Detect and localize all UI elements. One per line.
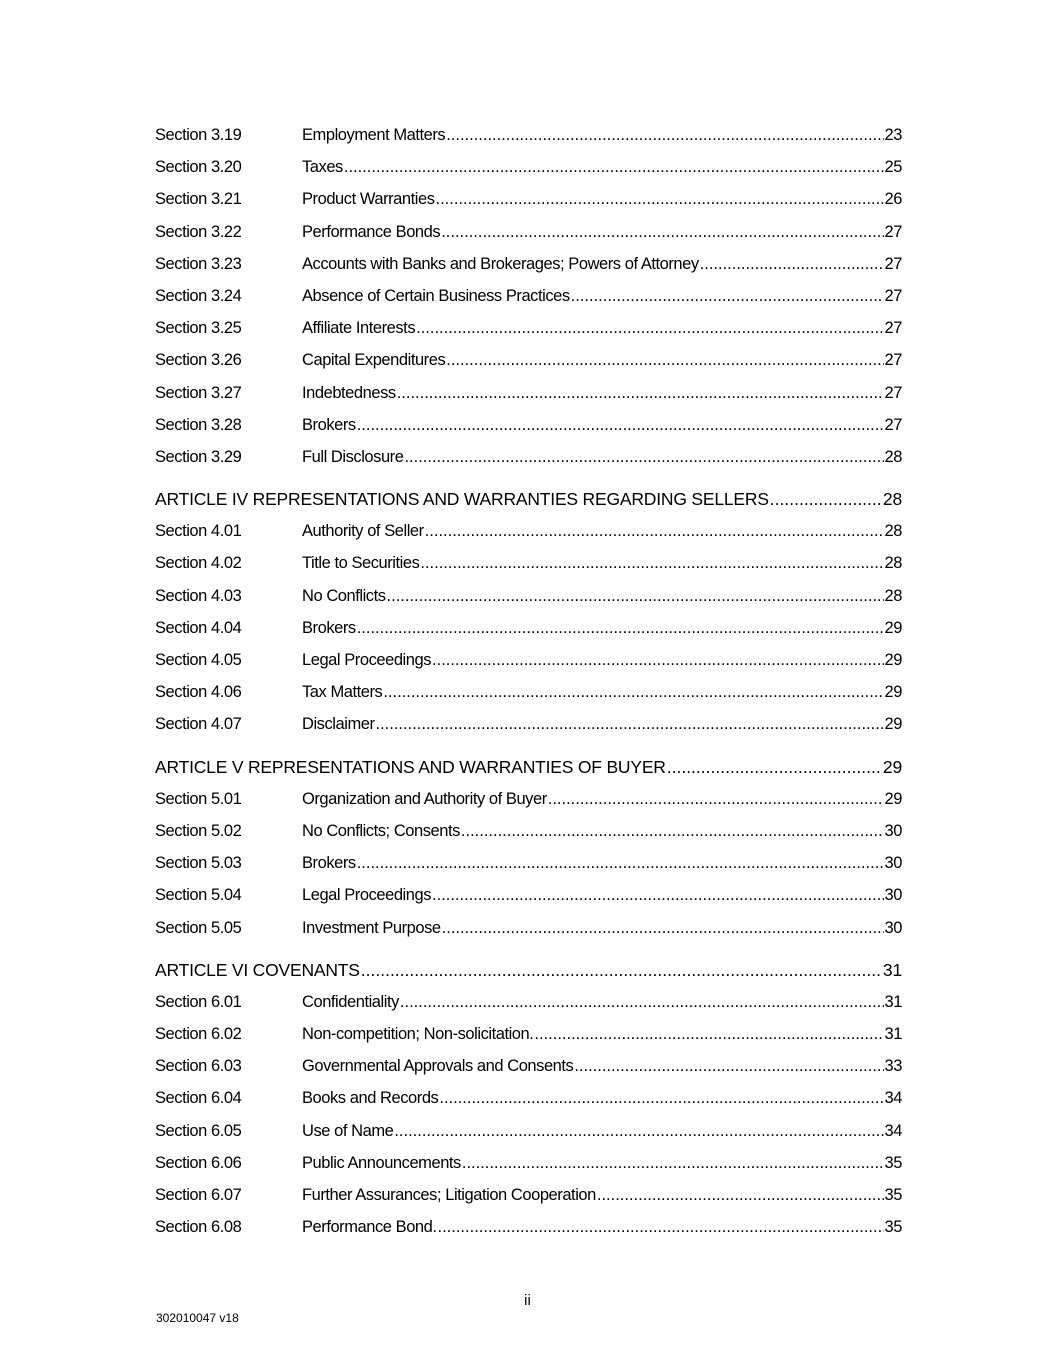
section-number: Section 3.24: [155, 286, 242, 305]
section-number: Section 3.20: [155, 158, 242, 177]
toc-section-entry: [155, 986, 902, 1018]
section-title: Public Announcements: [302, 1153, 461, 1172]
dot-leader: [461, 815, 884, 847]
section-title: Absence of Certain Business Practices: [302, 286, 570, 305]
dot-leader: [420, 547, 883, 579]
section-number: Section 6.03: [155, 1057, 242, 1076]
section-title: Legal Proceedings: [302, 886, 432, 905]
dot-leader: [441, 216, 883, 248]
section-number: Section 6.05: [155, 1121, 242, 1140]
page-reference: 29: [884, 683, 902, 702]
section-number: Section 6.04: [155, 1089, 242, 1108]
toc-section-entry: [155, 248, 902, 280]
page-reference: 27: [884, 254, 902, 273]
page-reference: 27: [884, 415, 902, 434]
toc-section-entry: [155, 612, 902, 644]
toc-section-entry: [155, 879, 902, 911]
toc-section-entry: [155, 515, 902, 547]
page-reference: 35: [884, 1218, 902, 1237]
page-number: ii: [524, 1292, 531, 1309]
section-number: Section 3.26: [155, 351, 242, 370]
section-title: Non-competition; Non-solicitation.: [302, 1025, 534, 1044]
page-reference: 28: [884, 554, 902, 573]
toc-section-entry: [155, 1147, 902, 1179]
toc-article-entry: [155, 954, 902, 986]
toc-article-entry: [155, 751, 902, 783]
page-reference: 30: [884, 854, 902, 873]
dot-leader: [548, 783, 884, 815]
section-number: Section 3.27: [155, 383, 242, 402]
section-number: Section 4.05: [155, 651, 242, 669]
dot-leader: [357, 409, 884, 441]
page-reference: 27: [884, 351, 902, 370]
page-reference: 29: [884, 715, 902, 734]
section-number: Section 5.02: [155, 821, 242, 840]
page-reference: 31: [884, 1025, 902, 1044]
toc-section-entry: [155, 151, 902, 183]
toc-section-entry: [155, 547, 902, 579]
section-title: Governmental Approvals and Consents: [302, 1057, 574, 1076]
page-reference: 28: [884, 586, 902, 605]
toc-section-entry: [155, 815, 902, 847]
page-reference: 26: [884, 190, 902, 209]
section-title: Organization and Authority of Buyer: [302, 789, 547, 808]
dot-leader: [361, 954, 882, 986]
section-number: Section 3.19: [155, 126, 242, 144]
section-title: Performance Bonds: [302, 222, 441, 241]
section-title: Accounts with Banks and Brokerages; Powers of Attorney: [302, 254, 699, 273]
dot-leader: [387, 580, 884, 612]
dot-leader: [397, 377, 884, 409]
dot-leader: [383, 676, 883, 708]
section-number: Section 4.01: [155, 522, 242, 541]
toc-section-entry: [155, 708, 902, 740]
toc-section-entry: [155, 580, 902, 612]
section-number: Section 4.06: [155, 683, 242, 702]
section-title: Use of Name: [302, 1121, 394, 1140]
dot-leader: [400, 986, 884, 1018]
toc-section-entry: [155, 783, 902, 815]
section-number: Section 5.03: [155, 854, 242, 873]
dot-leader: [344, 151, 884, 183]
toc-section-entry: [155, 409, 902, 441]
article-title: ARTICLE V REPRESENTATIONS AND WARRANTIES OF BUYER: [155, 756, 666, 777]
section-title: Legal Proceedings: [302, 651, 432, 669]
page-reference: 29: [884, 618, 902, 637]
toc-section-entry: [155, 377, 902, 409]
section-title: No Conflicts: [302, 586, 386, 605]
section-title: Affiliate Interests: [302, 319, 416, 338]
section-title: Brokers: [302, 618, 356, 637]
section-title: Indebtedness: [302, 383, 396, 402]
section-number: Section 6.02: [155, 1025, 242, 1044]
section-title: Brokers: [302, 854, 356, 873]
toc-section-entry: [155, 644, 902, 676]
section-number: Section 6.08: [155, 1218, 242, 1237]
section-title: Taxes: [302, 158, 343, 177]
section-number: Section 3.29: [155, 447, 242, 466]
dot-leader: [357, 612, 884, 644]
page-reference: 27: [884, 383, 902, 402]
dot-leader: [432, 879, 884, 911]
section-number: Section 6.01: [155, 992, 242, 1011]
section-title: Confidentiality: [302, 992, 399, 1011]
page-reference: 23: [884, 126, 902, 144]
toc-article-entry: [155, 483, 902, 515]
page-reference: 28: [884, 447, 902, 466]
page-reference: 29: [884, 651, 902, 669]
dot-leader: [416, 312, 883, 344]
section-title: Disclaimer: [302, 715, 375, 734]
dot-leader: [357, 847, 884, 879]
dot-leader: [534, 1018, 883, 1050]
page-reference: 27: [884, 286, 902, 305]
page-reference: 29: [884, 789, 902, 808]
toc-section-entry: [155, 280, 902, 312]
section-title: Tax Matters: [302, 683, 383, 702]
article-title: ARTICLE IV REPRESENTATIONS AND WARRANTIES REGARDING SELLERS: [155, 489, 769, 510]
section-title: Investment Purpose: [302, 918, 441, 937]
page-reference: 30: [884, 918, 902, 937]
dot-leader: [700, 248, 884, 280]
toc-section-entry: [155, 912, 902, 944]
toc-section-entry: [155, 312, 902, 344]
section-number: Section 3.25: [155, 319, 242, 338]
section-number: Section 3.22: [155, 222, 242, 241]
toc-section-entry: [155, 1211, 902, 1243]
section-title: Authority of Seller: [302, 522, 424, 541]
toc-section-entry: [155, 1050, 902, 1082]
dot-leader: [597, 1179, 884, 1211]
section-number: Section 4.07: [155, 715, 242, 734]
dot-leader: [432, 644, 884, 676]
dot-leader: [376, 708, 884, 740]
page-reference: 31: [882, 959, 902, 980]
page-reference: 31: [884, 992, 902, 1011]
dot-leader: [425, 515, 884, 547]
page-reference: 34: [884, 1121, 902, 1140]
section-title: Product Warranties: [302, 190, 435, 209]
dot-leader: [394, 1115, 883, 1147]
page-reference: 35: [884, 1186, 902, 1204]
section-number: Section 3.23: [155, 254, 242, 273]
article-title: ARTICLE VI COVENANTS: [155, 959, 360, 980]
toc-section-entry: [155, 1179, 902, 1211]
page-reference: 27: [884, 319, 902, 338]
section-title: Performance Bond.: [302, 1218, 437, 1237]
section-number: Section 4.02: [155, 554, 242, 573]
toc-section-entry: [155, 441, 902, 473]
page-reference: 28: [882, 489, 902, 510]
page-reference: 25: [884, 158, 902, 177]
table-of-contents: [155, 119, 902, 1243]
page-reference: 30: [884, 821, 902, 840]
section-title: Brokers: [302, 415, 356, 434]
toc-section-entry: [155, 1082, 902, 1114]
toc-section-entry: [155, 216, 902, 248]
section-title: Full Disclosure: [302, 447, 404, 466]
toc-section-entry: [155, 847, 902, 879]
section-number: Section 3.28: [155, 415, 242, 434]
dot-leader: [667, 751, 882, 783]
section-number: Section 3.21: [155, 190, 242, 209]
section-number: Section 4.03: [155, 586, 242, 605]
section-title: Title to Securities: [302, 554, 420, 573]
toc-section-entry: [155, 1018, 902, 1050]
dot-leader: [438, 1211, 884, 1243]
section-title: Books and Records: [302, 1089, 439, 1108]
dot-leader: [436, 183, 884, 215]
section-number: Section 5.01: [155, 789, 242, 808]
section-title: Further Assurances; Litigation Cooperation: [302, 1186, 596, 1204]
page-reference: 35: [884, 1153, 902, 1172]
section-number: Section 4.04: [155, 618, 242, 637]
dot-leader: [439, 1082, 883, 1114]
toc-section-entry: [155, 1115, 902, 1147]
dot-leader: [446, 344, 883, 376]
document-id: 302010047 v18: [156, 1311, 239, 1325]
section-title: No Conflicts; Consents: [302, 821, 460, 840]
section-number: Section 6.07: [155, 1186, 242, 1204]
section-number: Section 6.06: [155, 1153, 242, 1172]
page-reference: 33: [884, 1057, 902, 1076]
page-reference: 30: [884, 886, 902, 905]
toc-section-entry: [155, 344, 902, 376]
dot-leader: [574, 1050, 883, 1082]
dot-leader: [442, 912, 884, 944]
section-title: Capital Expenditures: [302, 351, 446, 370]
section-number: Section 5.04: [155, 886, 242, 905]
toc-section-entry: [155, 183, 902, 215]
page-reference: 27: [884, 222, 902, 241]
section-number: Section 5.05: [155, 918, 242, 937]
dot-leader: [770, 483, 882, 515]
page-reference: 34: [884, 1089, 902, 1108]
toc-section-entry: [155, 676, 902, 708]
page-reference: 29: [882, 756, 902, 777]
section-title: Employment Matters: [302, 126, 446, 144]
page-reference: 28: [884, 522, 902, 541]
dot-leader: [446, 119, 883, 151]
toc-section-entry: [155, 119, 902, 151]
dot-leader: [571, 280, 884, 312]
dot-leader: [462, 1147, 884, 1179]
dot-leader: [404, 441, 883, 473]
